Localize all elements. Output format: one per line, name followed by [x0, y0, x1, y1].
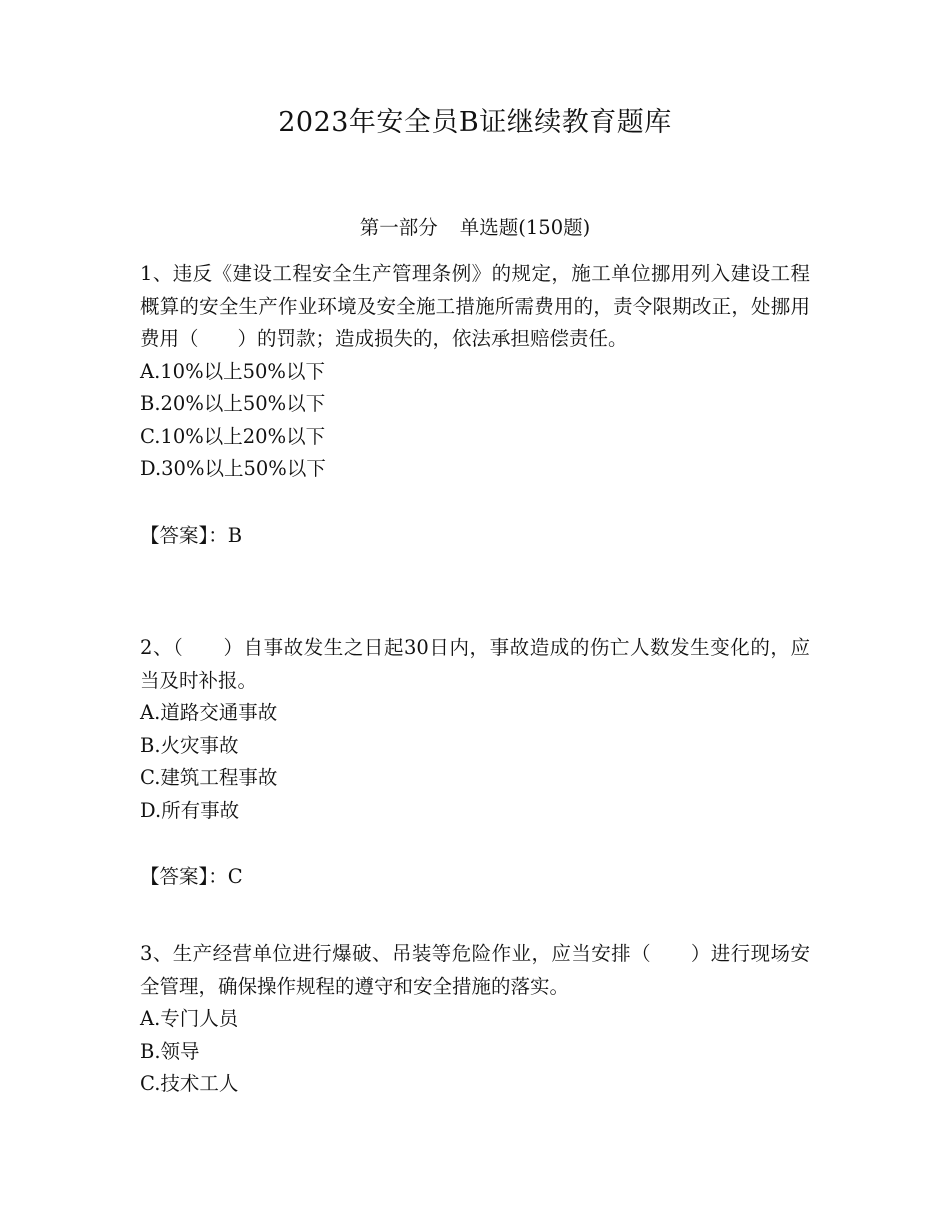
option-b: B.领导: [140, 1039, 200, 1063]
answer-line: [140, 520, 810, 553]
option-a: A.道路交通事故: [140, 701, 278, 724]
section-part: 第一部分: [359, 216, 438, 239]
document-title: 2023年安全员B证继续教育题库: [278, 107, 672, 138]
option-c: C.10%以上20%以下: [140, 424, 326, 448]
question-stem: 3、生产经营单位进行爆破、吊装等危险作业，应当安排（ ）进行现场安全管理，确保操作规程的遵守和安全措施的落实。: [140, 942, 810, 998]
option-b: B.20%以上50%以下: [140, 392, 326, 415]
question-stem: 2、（ ）自事故发生之日起30日内，事故造成的伤亡人数发生变化的，应当及时补报。: [140, 636, 810, 692]
answer-label: 【答案】：: [140, 865, 228, 888]
answer-value: B: [227, 523, 243, 547]
question-3: [140, 938, 810, 1101]
question-1: [140, 258, 810, 552]
option-b: B.火灾事故: [140, 733, 239, 757]
option-a: A.专门人员: [140, 1007, 239, 1030]
question-stem: 1、违反《建设工程安全生产管理条例》的规定，施工单位挪用列入建设工程概算的安全生产作业环境及安全施工措施所需费用的，责令限期改正，处挪用费用（ ）的罚款；造成损失的，依法承担赔偿责任。: [140, 262, 810, 350]
option-c: C.技术工人: [140, 1072, 239, 1095]
section-heading: [0, 212, 950, 240]
option-a: A.10%以上50%以下: [140, 359, 325, 383]
option-d: D.所有事故: [140, 798, 240, 822]
answer-label: 【答案】：: [140, 523, 228, 547]
option-d: D.30%以上50%以下: [140, 457, 326, 480]
section-name: 单选题(150题): [459, 216, 591, 239]
answer-line: [140, 861, 810, 894]
question-2: [140, 632, 810, 894]
option-c: C.建筑工程事故: [140, 766, 278, 789]
answer-value: C: [227, 865, 243, 888]
